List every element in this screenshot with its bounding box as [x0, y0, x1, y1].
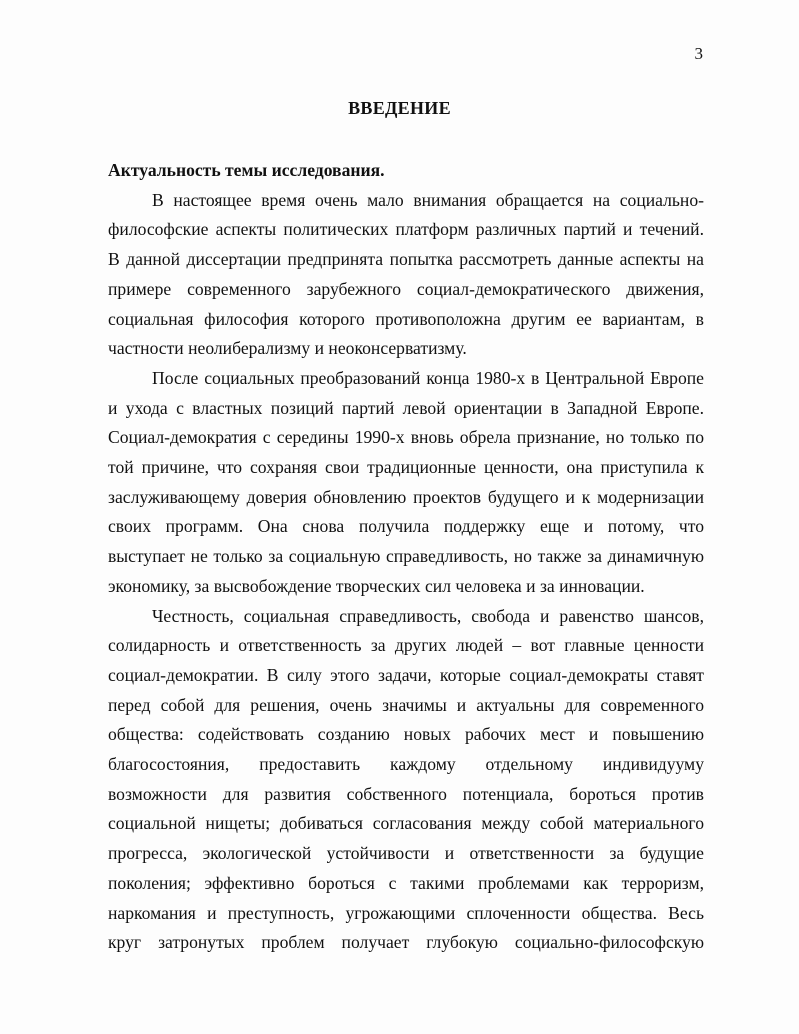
text-line: перед собой для решения, очень значимы и актуальны для современного — [108, 694, 704, 715]
text-line: Социал-демократия с середины 1990-х вновь обрела признание, но только по — [108, 427, 704, 448]
text-line: круг затронутых проблем получает глубокую социально-философскую — [108, 932, 704, 953]
text-line: поколения; эффективно бороться с такими проблемами как терроризм, — [108, 872, 704, 893]
text-line: заслуживающему доверия обновлению проектов будущего и к модернизации — [108, 486, 704, 507]
text-line: и ухода с властных позиций партий левой ориентации в Западной Европе. — [108, 397, 704, 418]
text-line: наркомания и преступность, угрожающими сплоченности общества. Весь — [108, 902, 704, 923]
page-number: 3 — [694, 44, 703, 63]
page-title: ВВЕДЕНИЕ — [348, 98, 451, 118]
text-line: социал-демократии. В силу этого задачи, которые социал-демократы ставят — [108, 664, 704, 685]
text-line: частности неолиберализму и неоконсерватизму. — [108, 338, 467, 359]
text-line: философские аспекты политических платформ различных партий и течений. — [108, 219, 704, 240]
section-title: Актуальность темы исследования. — [108, 160, 385, 180]
text-line: прогресса, экологической устойчивости и ответственности за будущие — [108, 843, 704, 864]
text-line: В данной диссертации предпринята попытка рассмотреть данные аспекты на — [108, 249, 704, 270]
text-line: благосостояния, предоставить каждому отдельному индивидууму — [108, 754, 704, 775]
paragraph-1 — [108, 186, 704, 364]
text-line: После социальных преобразований конца 1980-х в Центральной Европе — [152, 367, 704, 388]
text-line: выступает не только за социальную справедливость, но также за динамичную — [108, 546, 704, 567]
paragraph-3 — [108, 602, 704, 958]
text-line: той причине, что сохраняя свои традиционные ценности, она приступила к — [108, 457, 704, 478]
text-line: Честность, социальная справедливость, свобода и равенство шансов, — [152, 605, 704, 626]
text-line: общества: содействовать созданию новых рабочих мест и повышению — [108, 724, 704, 745]
text-line: социальной нищеты; добиваться согласования между собой материального — [108, 813, 704, 834]
document-body — [108, 156, 704, 958]
paragraph-2 — [108, 364, 704, 602]
text-line: экономику, за высвобождение творческих сил человека и за инновации. — [108, 575, 645, 596]
text-line: социальная философия которого противоположна другим ее вариантам, в — [108, 308, 704, 329]
text-line: примере современного зарубежного социал-демократического движения, — [108, 278, 704, 299]
text-line: своих программ. Она снова получила поддержку еще и потому, что — [108, 516, 704, 537]
text-line: В настоящее время очень мало внимания обращается на социально- — [152, 189, 704, 210]
text-line: возможности для развития собственного потенциала, бороться против — [108, 783, 704, 804]
text-line: солидарность и ответственность за других людей – вот главные ценности — [108, 635, 704, 656]
